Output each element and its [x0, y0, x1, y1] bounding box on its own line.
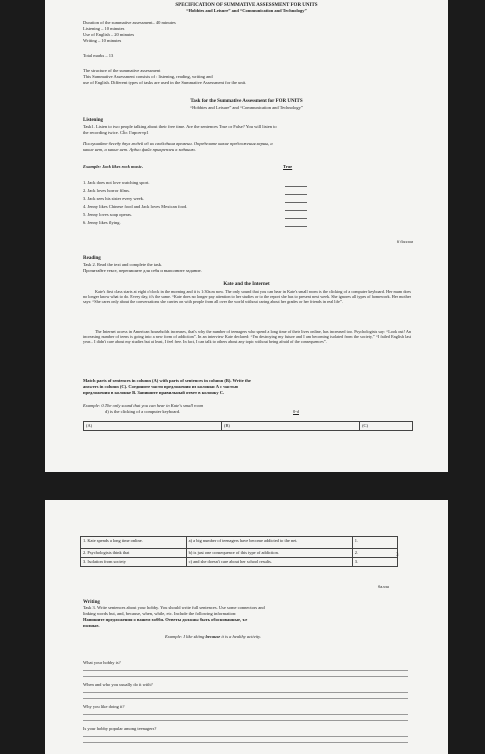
- task3-instruction-1: Task 3. Write sentences about your hobby. You should write full sentences. Use some connectors and: [83, 605, 265, 610]
- match-cell-c[interactable]: 3.: [352, 558, 397, 567]
- example-suffix: it is a healthy activity.: [220, 634, 261, 639]
- answer-line[interactable]: [83, 676, 408, 677]
- task1-instruction-1: Task1. Listen to two people talking about their free time. Are the sentences True or False? You will listen to: [83, 124, 277, 129]
- task2-instruction: Task 2. Read the text and complete the task.: [83, 262, 163, 267]
- reading-label: Reading: [83, 256, 101, 261]
- match-cell-c[interactable]: 2.: [352, 549, 397, 558]
- example-prefix: Example: I like skiing: [165, 634, 206, 639]
- question-item: What your hobby is?: [83, 660, 121, 665]
- task1-example-answer: True: [283, 164, 293, 169]
- answer-line[interactable]: [83, 736, 408, 737]
- writing-label: Writing: [83, 600, 100, 605]
- answer-blank[interactable]: [285, 218, 307, 219]
- task3-example: [165, 635, 261, 640]
- writing-time: Writing – 10 minutes: [83, 38, 122, 43]
- task1-example: Example: Jack likes rock music.: [83, 164, 144, 169]
- story-paragraph-2: The Internet access in American households increases, that's why the number of teenagers who spend a long time of their lives online, has increased too. Psychologists say: “Look out! An increasing number of teens is going into a new form of addiction”. In an interview Kate declared: “I'm destroying my future and I am becoming isolated from the society,” “I failed English last year... I didn't care about my studies but at least, I feel free. In fact, I can talk to others about any topic without being afraid of the consequences”.: [83, 329, 411, 345]
- statement-item: 1. Jack does not love watching sport.: [83, 180, 150, 185]
- match-cell-b: a) a big number of teenagers have become addicted to the net.: [186, 537, 352, 549]
- statement-item: 5. Jenny loves soap operas.: [83, 212, 132, 217]
- task-subheading: “Hobbies and Leisure” and “Communication and Technology”: [190, 105, 303, 110]
- match-table: [80, 536, 398, 567]
- story-title: Kate and the Internet: [223, 282, 270, 287]
- example-connector: because: [205, 634, 221, 639]
- duration-text: Duration of the summative assessment– 40 minutes: [83, 20, 176, 25]
- match-cell-b: c) and she doesn't care about her school results.: [186, 558, 352, 567]
- statement-item: 2. Jack loves horror films.: [83, 188, 130, 193]
- answer-line[interactable]: [83, 742, 408, 743]
- worksheet-page-1: [45, 0, 448, 472]
- match-cell-a: 1. Kate spends a long time online.: [81, 537, 187, 549]
- answer-blank[interactable]: [285, 202, 307, 203]
- table-row: [81, 537, 398, 549]
- table-row: [81, 549, 398, 558]
- listening-time: Listening – 10 minutes: [83, 26, 125, 31]
- match-cell-c[interactable]: 1.: [352, 537, 397, 549]
- match-example-2: d) is the clicking of a computer keyboard.: [105, 409, 181, 414]
- story-paragraph-1: Kate's first class starts at eight o'clock in the morning and it is 1:30a.m now. The only sound that you can hear in Kate's small room is the clicking of a computer keyboard. Her mum does no longer know what to do. Every day, it's the same. “Kate does no longer pay attention to her studies or to the report she has to present next week. She ignores all types of homework. Her mother says: “She cares only about the conversations she carries on with people from all over the world without caring about her grades or her friends in real life”.: [83, 289, 411, 305]
- structure-line-1: This Summative Assessment consists of : listening, reading, writing and: [83, 74, 213, 79]
- task1-ru-instruction-2: какие нет, а какие нет. Аудио файл прикреплен к заданию.: [83, 147, 196, 152]
- match-cell-a: 3. Isolation from society: [81, 558, 187, 567]
- task1-ru-instruction-1: Послушайте беседу двух людей об их свободном времени. Определите какие предложения верны, а: [83, 141, 273, 146]
- answer-line[interactable]: [83, 670, 408, 671]
- task-heading: Task for the Summative Assessment for FOR UNITS: [190, 99, 303, 104]
- structure-heading: The structure of the summative assessment: [83, 68, 161, 73]
- match-instruction-3: предложения в колонке В. Запишите правильный ответ в колонку С.: [83, 390, 225, 395]
- use-of-english-time: Use of English – 20 minutes: [83, 32, 135, 37]
- spec-title: SPECIFICATION OF SUMMATIVE ASSESSMENT FOR UNITS: [175, 3, 318, 8]
- statement-item: 4. Jenny likes Chinese food and Jack loves Mexican food.: [83, 204, 188, 209]
- answer-line[interactable]: [83, 692, 408, 693]
- question-item: When and who you usually do it with?: [83, 682, 153, 687]
- side-mark: 3: [396, 553, 399, 558]
- column-b-header: (B): [222, 422, 360, 431]
- structure-line-2: use of English. Different types of tasks are used in the Summative Assessment for the unit.: [83, 80, 247, 85]
- match-example-1: Example: 0.The only sound that you can hear in Kate's small room: [83, 403, 204, 408]
- question-item: Is your hobby popular among teenagers?: [83, 726, 157, 731]
- task2-ru-instruction: Прочитайте текст, перепишите для себя и выполните задание.: [83, 268, 202, 273]
- match-instruction-2: answers in column (C). Соедините части предложения из колонки А с частью: [83, 384, 239, 389]
- match-cell-a: 2. Psychologists think that: [81, 549, 187, 558]
- match-cell-b: b) is just one consequence of this type of addiction.: [186, 549, 352, 558]
- task1-instruction-2: the recording twice. Cĺtг. Гирсегтр1: [83, 130, 149, 135]
- task1-points: 6 баллов: [397, 239, 414, 244]
- answer-blank[interactable]: [285, 186, 307, 187]
- column-c-header: (C): [360, 422, 413, 431]
- listening-label: Listening: [83, 118, 104, 123]
- task2-points: балла: [378, 584, 389, 589]
- match-header-table: [83, 421, 413, 431]
- answer-blank[interactable]: [285, 194, 307, 195]
- spec-subtitle: “Hobbies and Leisure” and “Communication and Technology”: [186, 8, 307, 13]
- answer-line[interactable]: [83, 698, 408, 699]
- match-instruction-1: Match parts of sentences in column (A) with parts of sentences in column (B). Write the: [83, 378, 251, 383]
- answer-blank[interactable]: [285, 210, 307, 211]
- question-item: Why you like doing it?: [83, 704, 125, 709]
- match-example-answer: 0-d: [293, 409, 299, 414]
- total-marks: Total marks – 13: [83, 53, 114, 58]
- task3-instruction-2: linking words but, and, because, when, while, etc. Include the following information:: [83, 611, 237, 616]
- column-a-header: (A): [84, 422, 222, 431]
- task3-ru-instruction-1: Напишите предложения о вашем хобби. Ответы должны быть обоснованные, т.е: [83, 617, 248, 622]
- statement-item: 6. Jenny likes flying.: [83, 220, 121, 225]
- worksheet-page-2: [45, 500, 448, 754]
- answer-blank[interactable]: [285, 226, 307, 227]
- table-row: [81, 558, 398, 567]
- statement-item: 3. Jack sees his sister every week.: [83, 196, 144, 201]
- task3-ru-instruction-2: полные.: [83, 623, 100, 628]
- answer-line[interactable]: [83, 714, 408, 715]
- answer-line[interactable]: [83, 720, 408, 721]
